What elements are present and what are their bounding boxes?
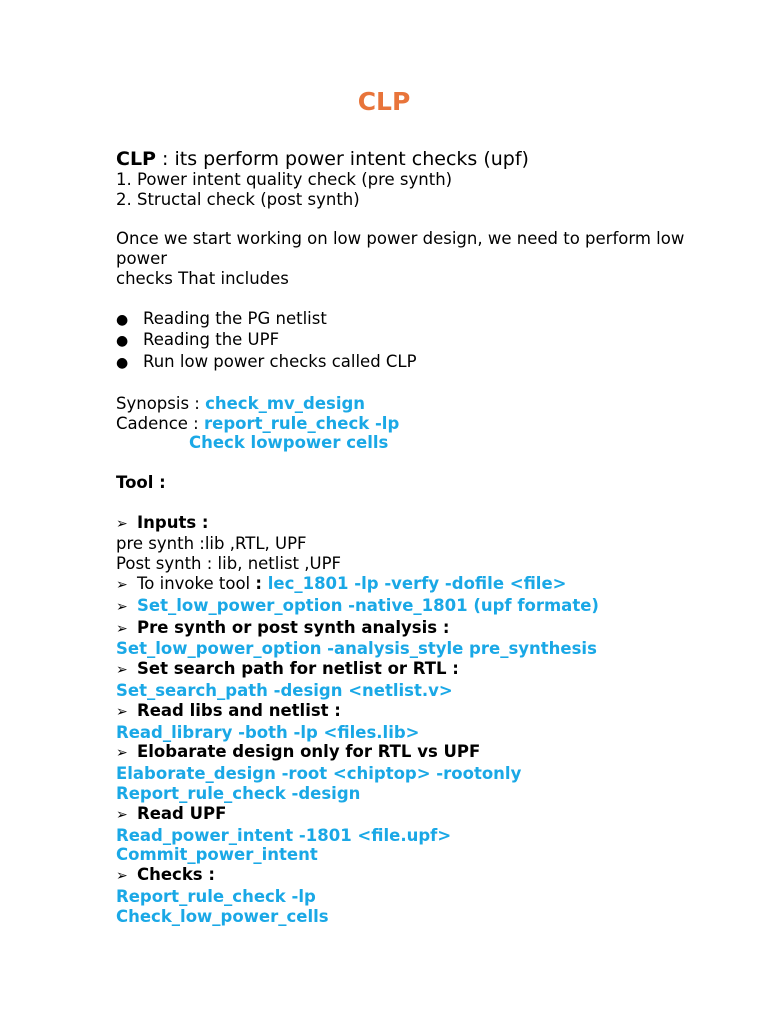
arrow-icon: ➢	[116, 868, 128, 885]
elaborate-command: Elaborate_design -root <chiptop> -rootonly	[116, 764, 522, 784]
paragraph-line-1: Once we start working on low power design, we need to perform low power	[116, 229, 685, 269]
inputs-pre: pre synth :lib ,RTL, UPF	[116, 534, 307, 554]
report-design-command: Report_rule_check -design	[116, 783, 361, 803]
commit-power-intent-command: Commit_power_intent	[116, 845, 318, 865]
intro-rest: : its perform power intent checks (upf)	[155, 148, 529, 170]
report-rule-lp-command: Report_rule_check -lp	[116, 886, 316, 906]
spacer	[116, 210, 736, 230]
invoke-command: lec_1801 -lp -verfy -dofile <file>	[267, 573, 567, 593]
tool-heading: Tool :	[116, 472, 166, 492]
elaborate-heading: Elobarate design only for RTL vs UPF	[137, 742, 481, 762]
read-upf-heading: Read UPF	[137, 803, 227, 823]
spacer	[116, 493, 736, 513]
list-item	[116, 352, 736, 374]
elaborate-heading-line	[116, 742, 736, 764]
cadence-line-2	[116, 433, 736, 453]
cadence-command-2: Check lowpower cells	[189, 433, 389, 453]
arrow-icon: ➢	[116, 576, 128, 593]
native-command: Set_low_power_option -native_1801 (upf formate)	[137, 595, 599, 615]
synopsis-line	[116, 394, 736, 414]
inputs-heading: Inputs :	[137, 512, 209, 532]
bullet-icon: ●	[116, 355, 129, 372]
arrow-icon: ➢	[116, 745, 128, 762]
synopsis-label: Synopsis :	[116, 393, 206, 413]
inputs-post: Post synth : lib, netlist ,UPF	[116, 554, 342, 574]
read-power-intent-command: Read_power_intent -1801 <file.upf>	[116, 825, 452, 845]
invoke-line	[116, 574, 736, 596]
checks-heading-line	[116, 865, 736, 887]
bullet-icon: ●	[116, 311, 129, 328]
cadence-command: report_rule_check -lp	[204, 413, 400, 433]
paragraph-line-2: checks That includes	[116, 268, 289, 288]
list-item	[116, 309, 736, 331]
spacer	[116, 374, 736, 394]
analysis-heading: Pre synth or post synth analysis :	[137, 617, 450, 637]
bullet-list	[116, 309, 736, 374]
cadence-line	[116, 414, 736, 434]
search-path-command: Set_search_path -design <netlist.v>	[116, 680, 453, 700]
intro-line	[116, 148, 736, 170]
inputs-heading-line	[116, 513, 736, 535]
bullet-text: Reading the UPF	[143, 330, 280, 350]
read-upf-heading-line	[116, 804, 736, 826]
analysis-command: Set_low_power_option -analysis_style pre_synthesis	[116, 639, 597, 659]
list-item	[116, 330, 736, 352]
search-path-heading-line	[116, 659, 736, 681]
read-libs-heading-line	[116, 701, 736, 723]
bullet-icon: ●	[116, 333, 129, 350]
arrow-icon: ➢	[116, 806, 128, 823]
arrow-icon: ➢	[116, 662, 128, 679]
arrow-icon: ➢	[116, 515, 128, 532]
spacer	[116, 453, 736, 473]
bullet-text: Run low power checks called CLP	[143, 352, 417, 372]
native-line	[116, 596, 736, 618]
spacer	[116, 289, 736, 309]
check-item-1: 1. Power intent quality check (pre synth)	[116, 170, 453, 189]
checks-heading: Checks :	[137, 865, 215, 885]
analysis-heading-line	[116, 618, 736, 640]
check-low-power-cells-command: Check_low_power_cells	[116, 906, 329, 926]
search-path-heading: Set search path for netlist or RTL :	[137, 659, 459, 679]
synopsis-command: check_mv_design	[205, 393, 366, 413]
arrow-icon: ➢	[116, 620, 128, 637]
read-libs-command: Read_library -both -lp <files.lib>	[116, 722, 420, 742]
arrow-icon: ➢	[116, 598, 128, 615]
cadence-label: Cadence :	[116, 413, 204, 433]
intro-lead: CLP	[116, 148, 156, 170]
check-item-2: 2. Structal check (post synth)	[116, 189, 360, 209]
page-title: CLP	[357, 87, 411, 116]
document-body	[116, 148, 736, 926]
read-libs-heading: Read libs and netlist :	[137, 700, 341, 720]
invoke-label: To invoke tool	[137, 573, 256, 593]
arrow-icon: ➢	[116, 703, 128, 720]
bullet-text: Reading the PG netlist	[143, 308, 327, 328]
invoke-colon: :	[255, 573, 268, 593]
